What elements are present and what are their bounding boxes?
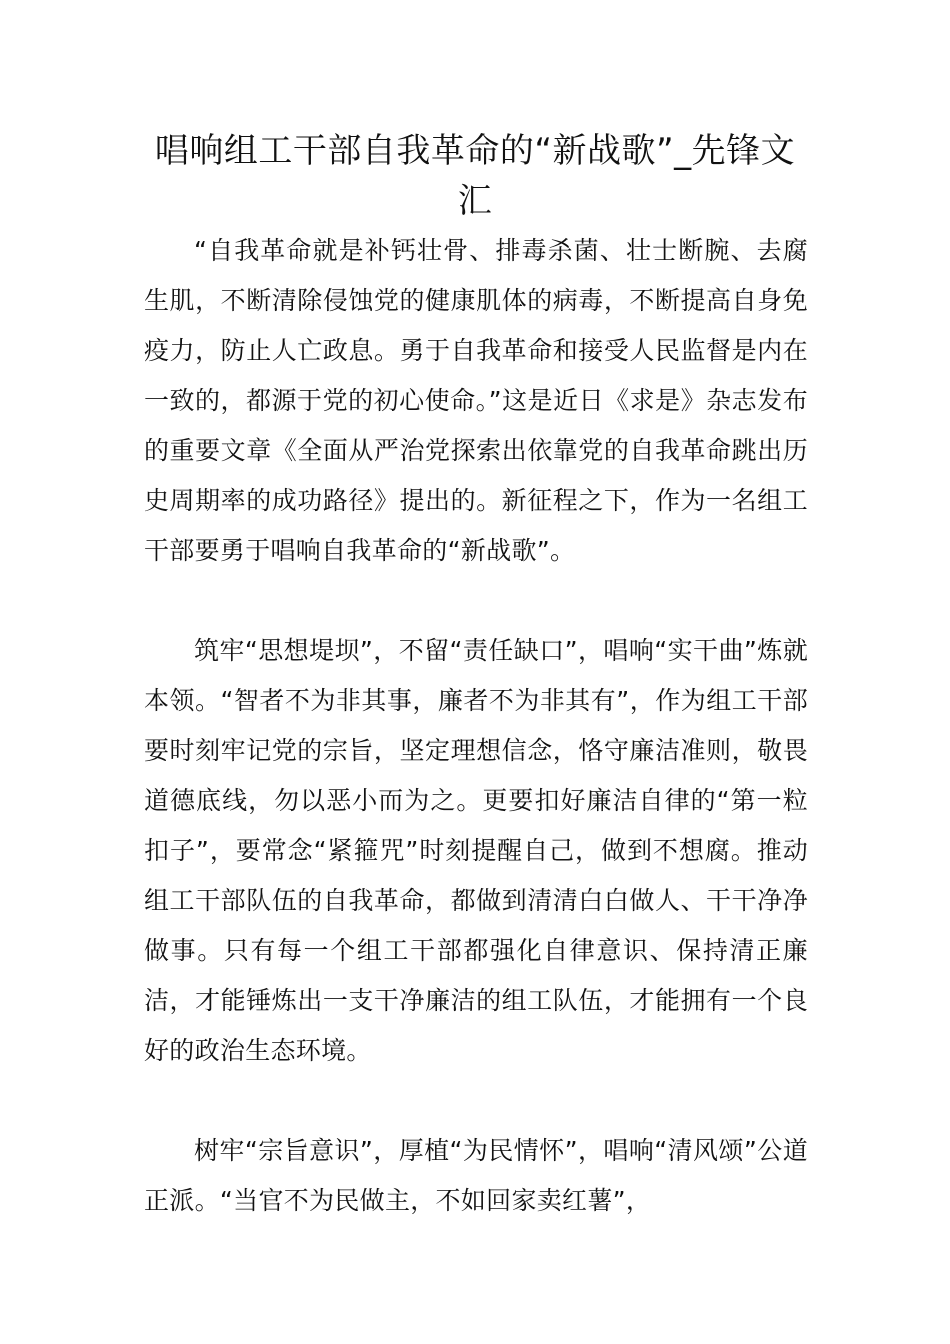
- paragraph-1: “自我革命就是补钙壮骨、排毒杀菌、壮士断腕、去腐生肌，不断清除侵蚀党的健康肌体的病毒，不断提高自身免疫力，防止人亡政息。勇于自我革命和接受人民监督是内在一致的，都源于党的初心使命。”这是近日《求是》杂志发布的重要文章《全面从严治党探索出依靠党的自我革命跳出历史周期率的成功路径》提出的。新征程之下，作为一名组工干部要勇于唱响自我革命的“新战歌”。: [144, 236, 808, 565]
- paragraph-3: 树牢“宗旨意识”，厚植“为民情怀”，唱响“清风颂”公道正派。“当官不为民做主，不如回家卖红薯”，: [144, 1136, 808, 1215]
- paragraph-2: 筑牢“思想堤坝”，不留“责任缺口”，唱响“实干曲”炼就本领。“智者不为非其事，廉者不为非其有”，作为组工干部要时刻牢记党的宗旨，坚定理想信念，恪守廉洁准则，敬畏道德底线，勿以恶小而为之。更要扣好廉洁自律的“第一粒扣子”，要常念“紧箍咒”时刻提醒自己，做到不想腐。推动组工干部队伍的自我革命，都做到清清白白做人、干干净净做事。只有每一个组工干部都强化自律意识、保持清正廉洁，才能锤炼出一支干净廉洁的组工队伍，才能拥有一个良好的政治生态环境。: [144, 636, 808, 1065]
- document-body: [144, 226, 808, 1276]
- document-title: 唱响组工干部自我革命的“新战歌”_先锋文汇: [154, 131, 796, 221]
